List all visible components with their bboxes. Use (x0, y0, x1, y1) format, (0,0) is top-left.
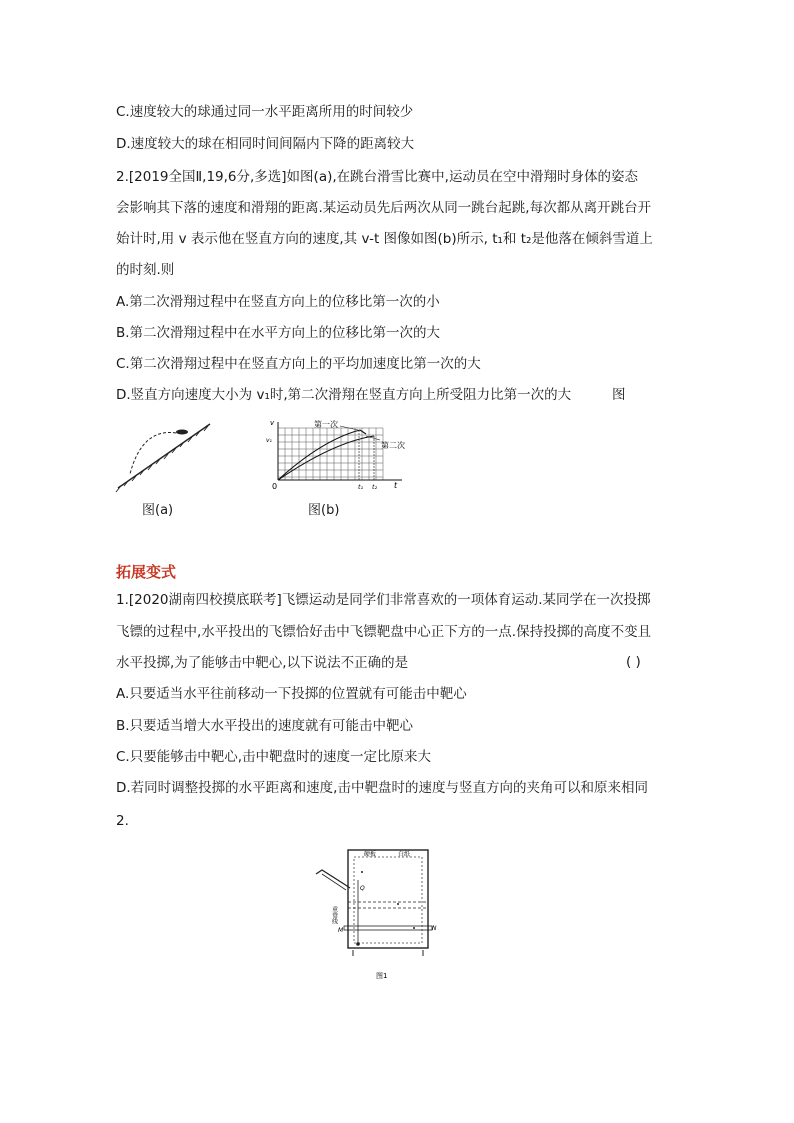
figure-b-vt-graph (262, 420, 412, 490)
ext-q1-option-a: A.只要适当水平往前移动一下投掷的位置就有可能击中靶心 (116, 686, 467, 702)
ext-q1-option-c: C.只要能够击中靶心,击中靶盘时的速度一定比原来大 (116, 749, 432, 765)
prev-option-c: C.速度较大的球通过同一水平距离所用的时间较少 (116, 104, 414, 120)
ext-q1-stem-line1: 1.[2020湖南四校摸底联考]飞镖运动是同学们非常喜欢的一项体育运动.某同学在一次投掷 (116, 592, 651, 608)
ext-q1-option-d: D.若同时调整投掷的水平距离和速度,击中靶盘时的速度与竖直方向的夹角可以和原来相同 (116, 780, 648, 796)
fig1-label-paper: 白纸 (398, 851, 411, 858)
curve-first-jump (278, 430, 366, 480)
q2-option-c: C.第二次滑翔过程中在竖直方向上的平均加速度比第一次的大 (116, 356, 481, 372)
prev-option-d: D.速度较大的球在相同时间间隔内下降的距离较大 (116, 136, 415, 152)
ext-q1-option-b: B.只要适当增大水平投出的速度就有可能击中靶心 (116, 718, 414, 734)
vt-t1-label: t₁ (358, 483, 364, 491)
q2-option-a: A.第二次滑翔过程中在竖直方向上的位移比第一次的小 (116, 294, 440, 310)
fig1-label-plumb: 重垂线 (330, 906, 338, 924)
chute (316, 870, 350, 888)
vt-v1-label: v₁ (266, 437, 272, 444)
ext-q1-stem-line2: 飞镖的过程中,水平投出的飞镖恰好击中飞镖靶盘中心正下方的一点.保持投掷的高度不变且 (116, 624, 652, 640)
q2-option-b: B.第二次滑翔过程中在水平方向上的位移比第一次的大 (116, 325, 441, 341)
ext-q2-number: 2. (116, 813, 129, 829)
vt-curve2-label: 第二次 (381, 441, 405, 450)
fig1-label-N: N (432, 925, 437, 932)
vt-t2-label: t₂ (372, 483, 378, 491)
hard-board (348, 850, 428, 948)
curve-second-jump (278, 436, 374, 480)
vt-y-axis-label: v (270, 419, 275, 427)
figure-a-ski-slope (112, 418, 224, 492)
ext-q1-stem-line3: 水平投掷,为了能够击中靶心,以下说法不正确的是 (116, 655, 409, 671)
vt-x-axis-label: t (394, 481, 398, 490)
q2-stem-line4: 的时刻.则 (116, 262, 175, 278)
vt-curve1-label: 第一次 (314, 420, 338, 429)
fig1-caption: 图1 (376, 972, 388, 980)
fig1-label-board: 硬板 (364, 851, 377, 858)
figure-b-caption: 图(b) (308, 503, 340, 518)
vt-origin-label: 0 (272, 482, 278, 491)
figure-1-apparatus (310, 844, 440, 980)
q2-stem-line1: 2.[2019全国Ⅱ,19,6分,多选]如图(a),在跳台滑雪比赛中,运动员在空中滑翔时身体的姿态 (116, 169, 638, 185)
q2-option-d-tail: 图 (612, 387, 626, 403)
section-title-extension: 拓展变式 (116, 563, 177, 581)
vt-grid (278, 428, 383, 480)
fig1-label-M: M (338, 927, 344, 934)
q2-stem-line2: 会影响其下落的速度和滑翔的距离.某运动员先后两次从同一跳台起跳,每次都从离开跳台开 (116, 200, 652, 216)
q2-stem-line3: 始计时,用 v 表示他在竖直方向的速度,其 v-t 图像如图(b)所示, t₁和 t₂是他落在倾斜雪道上 (116, 231, 653, 247)
MN-rod (344, 926, 432, 930)
fig1-label-Q: Q (360, 885, 365, 892)
figure-a-caption: 图(a) (142, 503, 174, 518)
answer-paren: ( ) (626, 654, 641, 670)
q2-option-d: D.竖直方向速度大小为 v₁时,第二次滑翔在竖直方向上所受阻力比第一次的大 (116, 387, 572, 403)
